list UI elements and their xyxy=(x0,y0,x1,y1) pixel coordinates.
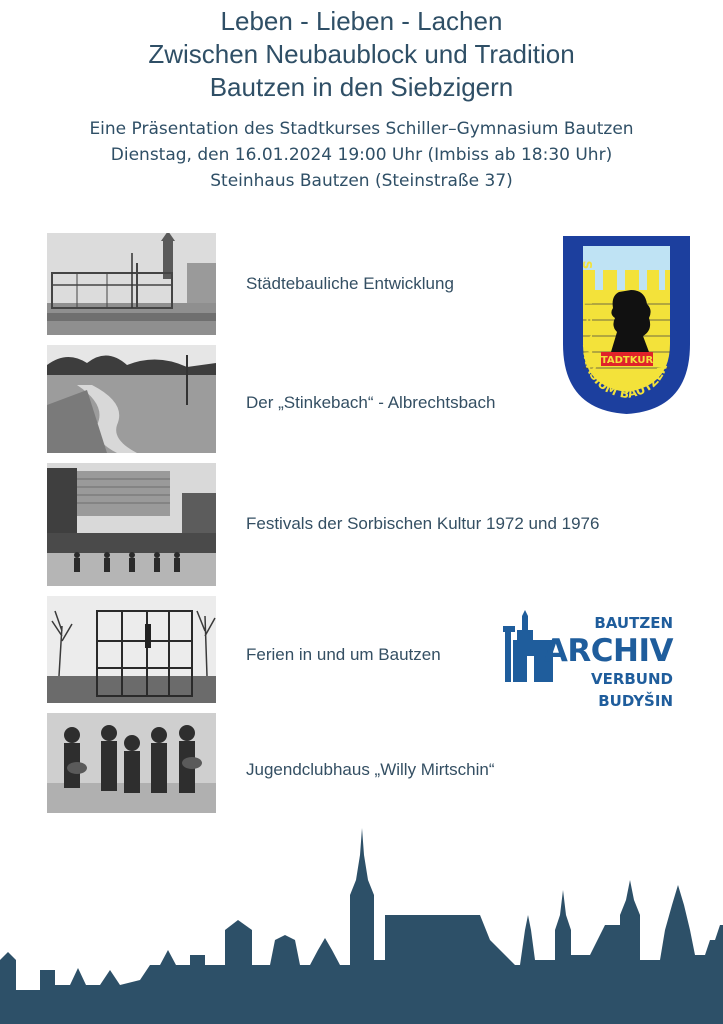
photo-brook xyxy=(47,345,216,453)
subtitle-venue: Steinhaus Bautzen (Steinstraße 37) xyxy=(210,171,513,191)
archiv-line-bautzen: BAUTZEN xyxy=(594,614,673,632)
schiller-gymnasium-logo xyxy=(561,234,692,416)
photo-climbing-frame xyxy=(47,596,216,703)
archiv-line-verbund: VERBUND xyxy=(590,670,673,688)
photo-construction xyxy=(47,233,216,335)
topic-label-4: Ferien in und um Bautzen xyxy=(246,645,441,664)
logo-banner-text: STADTKURS xyxy=(593,355,661,366)
archiv-line-budysin: BUDYŠIN xyxy=(598,692,673,710)
photo-band xyxy=(47,713,216,813)
topic-label-5: Jugendclubhaus „Willy Mirtschin“ xyxy=(246,760,495,779)
title-line-3: Bautzen in den Siebzigern xyxy=(209,72,514,102)
title-line-2: Zwischen Neubaublock und Tradition xyxy=(148,39,575,69)
archiv-line-archiv: ARCHIV xyxy=(543,633,673,669)
city-skyline-silhouette xyxy=(0,820,723,1024)
title-line-1: Leben - Lieben - Lachen xyxy=(220,6,503,36)
topic-label-2: Der „Stinkebach“ - Albrechtsbach xyxy=(246,393,496,412)
logo-ring-text: SCHILLERGYMNASIUM BAUTZEN xyxy=(579,260,671,402)
subtitle-date: Dienstag, den 16.01.2024 19:00 Uhr (Imbiss ab 18:30 Uhr) xyxy=(110,145,613,165)
archiv-verbund-logo xyxy=(503,606,683,718)
topic-label-1: Städtebauliche Entwicklung xyxy=(246,274,454,293)
photo-festival xyxy=(47,463,216,586)
subtitle-presenter: Eine Präsentation des Stadtkurses Schiller–Gymnasium Bautzen xyxy=(89,119,634,139)
topic-label-3: Festivals der Sorbischen Kultur 1972 und 1976 xyxy=(246,514,600,533)
